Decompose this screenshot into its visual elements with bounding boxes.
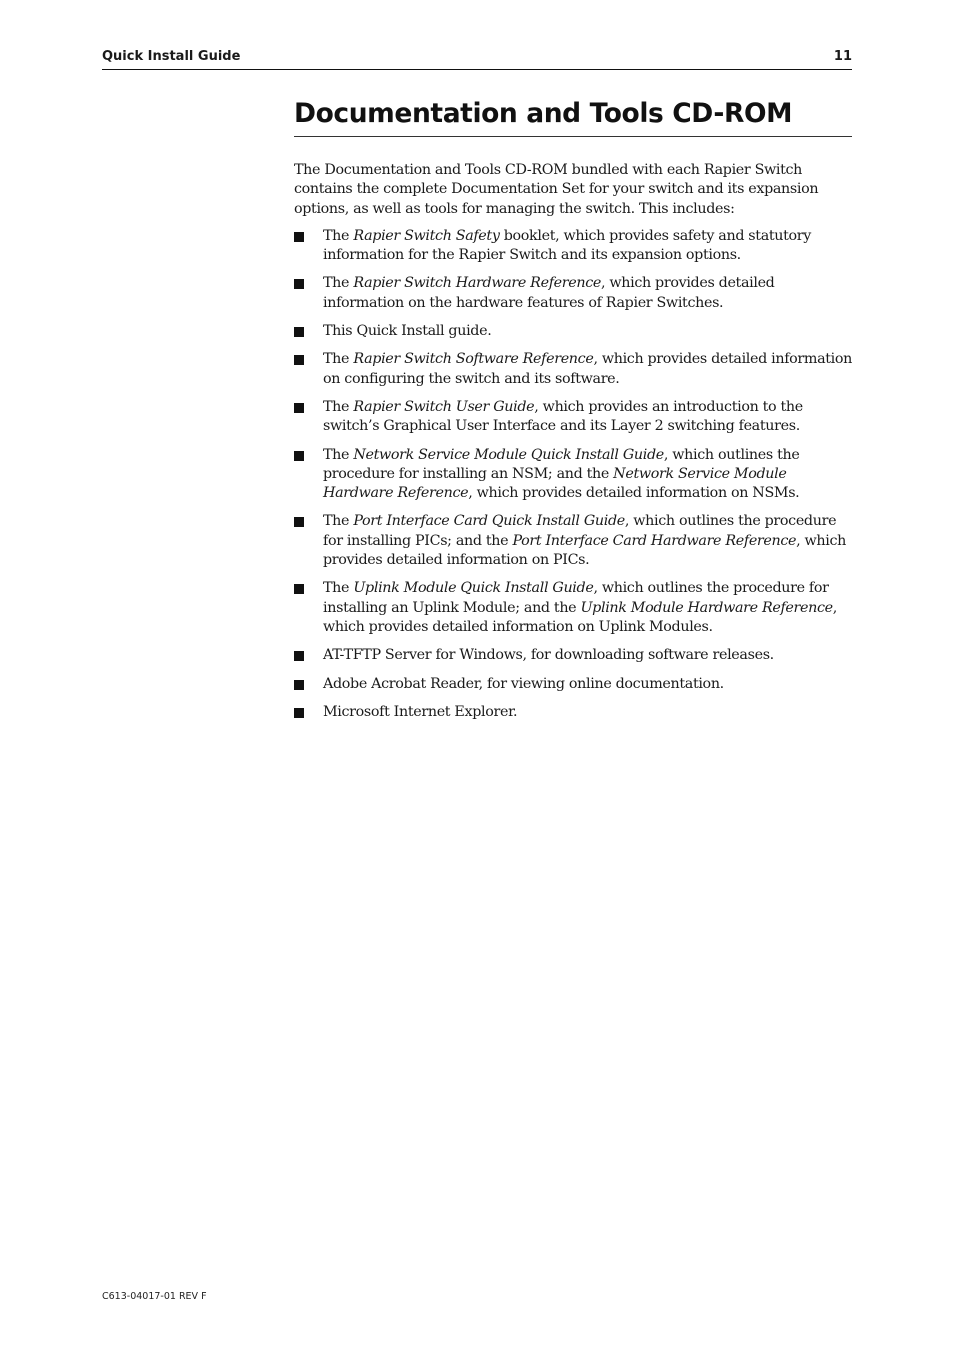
document-title-text: Network Service Module Hardware Reference bbox=[323, 465, 787, 502]
document-title-text: Port Interface Card Quick Install Guide bbox=[353, 513, 625, 530]
document-title-text: Port Interface Card Hardware Reference bbox=[512, 532, 797, 549]
list-item-text: The bbox=[323, 351, 354, 368]
document-title-text: Network Service Module Quick Install Guide bbox=[353, 446, 664, 463]
square-bullet-icon bbox=[294, 680, 304, 690]
list-item bbox=[294, 227, 852, 266]
list-item-text: , which provides detailed information on PICs. bbox=[323, 532, 847, 569]
document-title-text: Uplink Module Quick Install Guide bbox=[353, 580, 594, 597]
list-item bbox=[294, 446, 852, 504]
list-item bbox=[294, 512, 852, 570]
document-title-text: Rapier Switch Software Reference bbox=[353, 351, 594, 368]
list-item-text: , which provides an introduction to the switch’s Graphical User Interface and its Layer 2 switching features. bbox=[323, 398, 803, 435]
square-bullet-icon bbox=[294, 403, 304, 413]
square-bullet-icon bbox=[294, 651, 304, 661]
document-title-text: Rapier Switch Safety bbox=[353, 227, 500, 244]
intro-paragraph: The Documentation and Tools CD-ROM bundled with each Rapier Switch contains the complete Documentation Set for your switch and its expansion options, as well as tools for managing the switch. This includes: bbox=[294, 162, 819, 217]
list-item-text: This Quick Install guide. bbox=[323, 323, 492, 340]
section-title: Documentation and Tools CD-ROM bbox=[294, 96, 852, 137]
list-item-text: , which outlines the procedure for installing an NSM; and the bbox=[323, 446, 800, 482]
footer-doc-code: C613-04017-01 REV F bbox=[102, 1291, 207, 1302]
document-title-text: Uplink Module Hardware Reference bbox=[580, 599, 833, 616]
list-item-text: The bbox=[323, 446, 354, 463]
list-item-text: , which provides detailed information on Uplink Modules. bbox=[323, 599, 837, 635]
square-bullet-icon bbox=[294, 584, 304, 594]
list-item bbox=[294, 675, 852, 694]
square-bullet-icon bbox=[294, 355, 304, 365]
list-item bbox=[294, 646, 852, 665]
list-item-text: The bbox=[323, 227, 354, 244]
list-item-text: AT-TFTP Server for Windows, for downloading software releases. bbox=[323, 647, 774, 664]
document-title-text: Rapier Switch Hardware Reference bbox=[353, 275, 601, 292]
square-bullet-icon bbox=[294, 517, 304, 527]
list-item bbox=[294, 703, 852, 722]
list-item-text: , which outlines the procedure for installing PICs; and the bbox=[323, 513, 837, 549]
list-item-text: , which provides detailed information on NSMs. bbox=[468, 485, 800, 502]
page-number: 11 bbox=[833, 49, 852, 64]
list-item-text: The bbox=[323, 513, 354, 530]
list-item-text: , which provides detailed information on the hardware features of Rapier Switches. bbox=[323, 275, 775, 311]
main-content bbox=[294, 96, 852, 731]
list-item-text: Adobe Acrobat Reader, for viewing online documentation. bbox=[323, 675, 724, 692]
square-bullet-icon bbox=[294, 232, 304, 242]
square-bullet-icon bbox=[294, 708, 304, 718]
square-bullet-icon bbox=[294, 327, 304, 337]
running-header bbox=[102, 47, 852, 70]
list-item-text: Microsoft Internet Explorer. bbox=[323, 703, 518, 720]
list-item bbox=[294, 274, 852, 313]
list-item bbox=[294, 579, 852, 637]
square-bullet-icon bbox=[294, 451, 304, 461]
list-item-text: The bbox=[323, 580, 354, 597]
list-item bbox=[294, 398, 852, 437]
list-item-text: , which provides detailed information on configuring the switch and its software. bbox=[323, 351, 853, 387]
list-item bbox=[294, 322, 852, 341]
list-item-text: The bbox=[323, 275, 354, 292]
list-item-text: booklet, which provides safety and statutory information for the Rapier Switch and its expansion options. bbox=[323, 227, 811, 264]
header-title: Quick Install Guide bbox=[102, 49, 241, 64]
list-item-text: The bbox=[323, 398, 354, 415]
document-title-text: Rapier Switch User Guide bbox=[353, 398, 535, 415]
list-item-text: , which outlines the procedure for installing an Uplink Module; and the bbox=[323, 580, 829, 616]
square-bullet-icon bbox=[294, 279, 304, 289]
bullet-list bbox=[294, 227, 852, 722]
list-item bbox=[294, 350, 852, 389]
